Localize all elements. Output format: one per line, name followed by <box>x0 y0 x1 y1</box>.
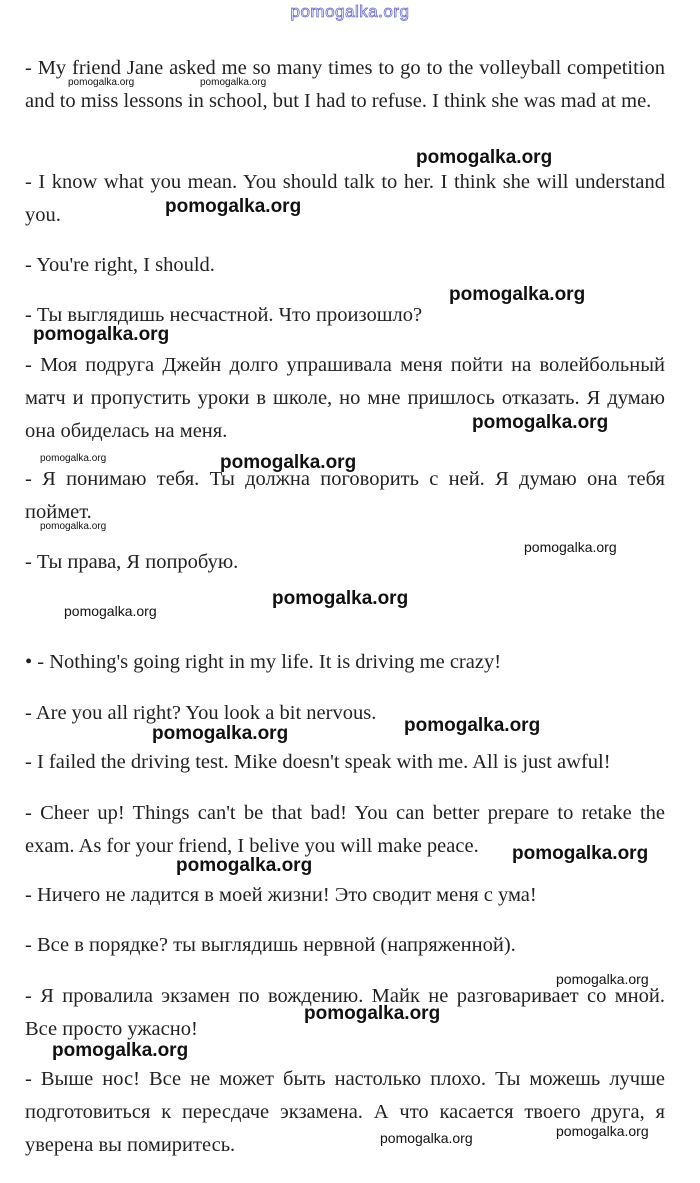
paragraph-14: - Я провалила экзамен по вождению. Майк не разговаривает со мной. Все просто ужасно! <box>25 985 665 1040</box>
watermark: pomogalka.org <box>165 196 302 217</box>
paragraph-2: - I know what you mean. You should talk to her. I think she will understand you. <box>25 171 665 226</box>
paragraph-10: - I failed the driving test. Mike doesn't speak with me. All is just awful! <box>25 751 611 773</box>
paragraph-13: - Все в порядке? ты выглядишь нервной (напряженной). <box>25 934 516 956</box>
paragraph-3: - You're right, I should. <box>25 254 215 276</box>
paragraph-6: - Я понимаю тебя. Ты должна поговорить с ней. Я думаю она тебя поймет. <box>25 468 665 523</box>
watermark: pomogalka.org <box>68 77 135 88</box>
watermark: pomogalka.org <box>64 603 157 619</box>
paragraph-1: - My friend Jane asked me so many times to go to the volleyball competition and to miss lessons in school, but I had to refuse. I think she was mad at me. <box>25 57 665 112</box>
paragraph-12: - Ничего не ладится в моей жизни! Это сводит меня с ума! <box>25 884 537 906</box>
watermark: pomogalka.org <box>304 1003 441 1024</box>
watermark: pomogalka.org <box>380 1130 473 1146</box>
watermark: pomogalka.org <box>52 1040 189 1061</box>
watermark: pomogalka.org <box>524 539 617 555</box>
watermark: pomogalka.org <box>449 284 586 305</box>
header-watermark: pomogalka.org <box>290 2 410 21</box>
paragraph-5: - Моя подруга Джейн долго упрашивала меня пойти на волейбольный матч и пропустить уроки в школе, но мне пришлось отказать. Я думаю она обиделась на меня. <box>25 354 665 442</box>
watermark: pomogalka.org <box>556 971 649 987</box>
watermark: pomogalka.org <box>200 77 267 88</box>
watermark: pomogalka.org <box>472 412 609 433</box>
watermark: pomogalka.org <box>556 1123 649 1139</box>
watermark: pomogalka.org <box>272 588 409 609</box>
watermark: pomogalka.org <box>220 452 357 473</box>
watermark: pomogalka.org <box>152 723 289 744</box>
paragraph-4: - Ты выглядишь несчастной. Что произошло? <box>25 304 423 326</box>
watermark: pomogalka.org <box>416 147 553 168</box>
watermark: pomogalka.org <box>40 453 107 464</box>
paragraph-8: • - Nothing's going right in my life. It is driving me crazy! <box>25 651 502 673</box>
watermark: pomogalka.org <box>33 324 170 345</box>
paragraph-7: - Ты права, Я попробую. <box>25 551 239 573</box>
watermark: pomogalka.org <box>40 521 107 532</box>
paragraph-15: - Выше нос! Все не может быть настолько плохо. Ты можешь лучше подготовиться к пересдаче экзамена. А что касается твоего друга, я уверена вы помиритесь. <box>25 1068 665 1156</box>
paragraph-9: - Are you all right? You look a bit nervous. <box>25 702 377 724</box>
paragraph-11: - Cheer up! Things can't be that bad! You can better prepare to retake the exam. As for your friend, I belive you will make peace. <box>25 802 665 857</box>
watermark: pomogalka.org <box>404 715 541 736</box>
watermark: pomogalka.org <box>512 843 649 864</box>
watermark: pomogalka.org <box>176 855 313 876</box>
